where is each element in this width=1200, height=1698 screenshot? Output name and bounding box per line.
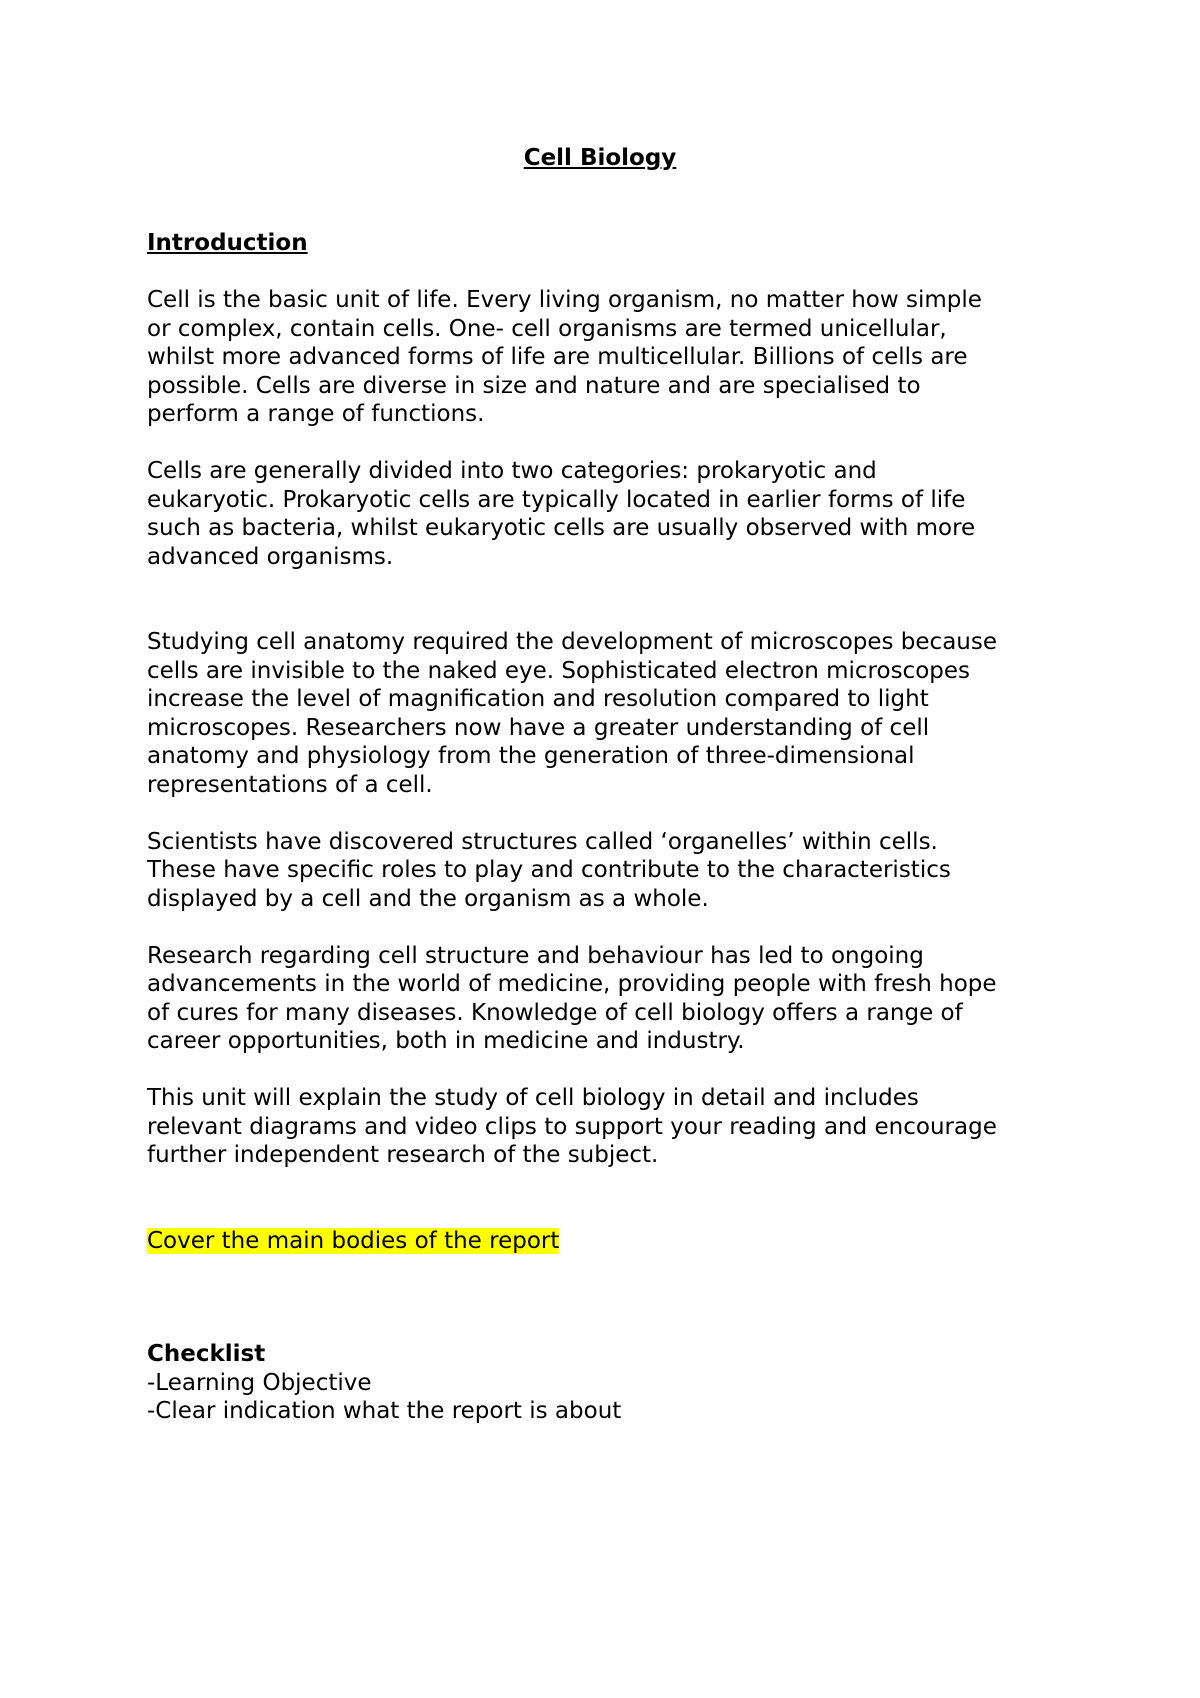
text-line: increase the level of magnification and resolution compared to light bbox=[147, 686, 929, 712]
text-line: perform a range of functions. bbox=[147, 401, 485, 427]
text-line: advanced organisms. bbox=[147, 543, 394, 570]
highlighted-note: Cover the main bodies of the report bbox=[147, 1227, 560, 1254]
paragraph-research bbox=[147, 942, 1067, 1056]
text-line: displayed by a cell and the organism as a whole. bbox=[147, 885, 709, 912]
checklist bbox=[147, 1340, 1067, 1426]
text-line: career opportunities, both in medicine and industry. bbox=[147, 1028, 745, 1054]
paragraph-microscopes bbox=[147, 628, 1067, 799]
text-line: anatomy and physiology from the generation of three-dimensional bbox=[147, 743, 915, 769]
text-line: relevant diagrams and video clips to support your reading and encourage bbox=[147, 1113, 997, 1140]
text-line: cells are invisible to the naked eye. Sophisticated electron microscopes bbox=[147, 657, 971, 684]
text-line: Studying cell anatomy required the development of microscopes because bbox=[147, 629, 998, 655]
text-line: whilst more advanced forms of life are multicellular. Billions of cells are bbox=[147, 344, 968, 370]
text-line: Scientists have discovered structures called ‘organelles’ within cells. bbox=[147, 828, 938, 855]
text-line: This unit will explain the study of cell biology in detail and includes bbox=[147, 1085, 919, 1111]
text-line: possible. Cells are diverse in size and nature and are specialised to bbox=[147, 372, 921, 399]
checklist-item: -Learning Objective bbox=[147, 1369, 372, 1396]
paragraph-categories bbox=[147, 457, 1067, 571]
paragraph-unit bbox=[147, 1084, 1067, 1170]
text-line: Cell is the basic unit of life. Every living organism, no matter how simple bbox=[147, 287, 982, 313]
text-line: such as bacteria, whilst eukaryotic cells are usually observed with more bbox=[147, 515, 976, 541]
checklist-title: Checklist bbox=[147, 1341, 266, 1367]
text-line: advancements in the world of medicine, providing people with fresh hope bbox=[147, 971, 997, 997]
text-line: representations of a cell. bbox=[147, 771, 433, 798]
text-line: or complex, contain cells. One- cell organisms are termed unicellular, bbox=[147, 315, 947, 342]
text-line: These have specific roles to play and contribute to the characteristics bbox=[147, 857, 951, 883]
document-title: Cell Biology bbox=[523, 145, 677, 171]
text-line: of cures for many diseases. Knowledge of cell biology offers a range of bbox=[147, 999, 963, 1026]
paragraph-intro bbox=[147, 286, 1067, 429]
highlighted-note-paragraph bbox=[147, 1227, 1067, 1256]
text-line: further independent research of the subject. bbox=[147, 1142, 659, 1168]
text-line: microscopes. Researchers now have a greater understanding of cell bbox=[147, 714, 930, 741]
text-line: eukaryotic. Prokaryotic cells are typically located in earlier forms of life bbox=[147, 486, 966, 513]
section-heading: Introduction bbox=[147, 230, 308, 256]
checklist-item: -Clear indication what the report is about bbox=[147, 1398, 622, 1424]
paragraph-organelles bbox=[147, 828, 1067, 914]
text-line: Research regarding cell structure and behaviour has led to ongoing bbox=[147, 942, 924, 969]
document-body bbox=[147, 229, 1067, 1426]
text-line: Cells are generally divided into two categories: prokaryotic and bbox=[147, 458, 877, 484]
